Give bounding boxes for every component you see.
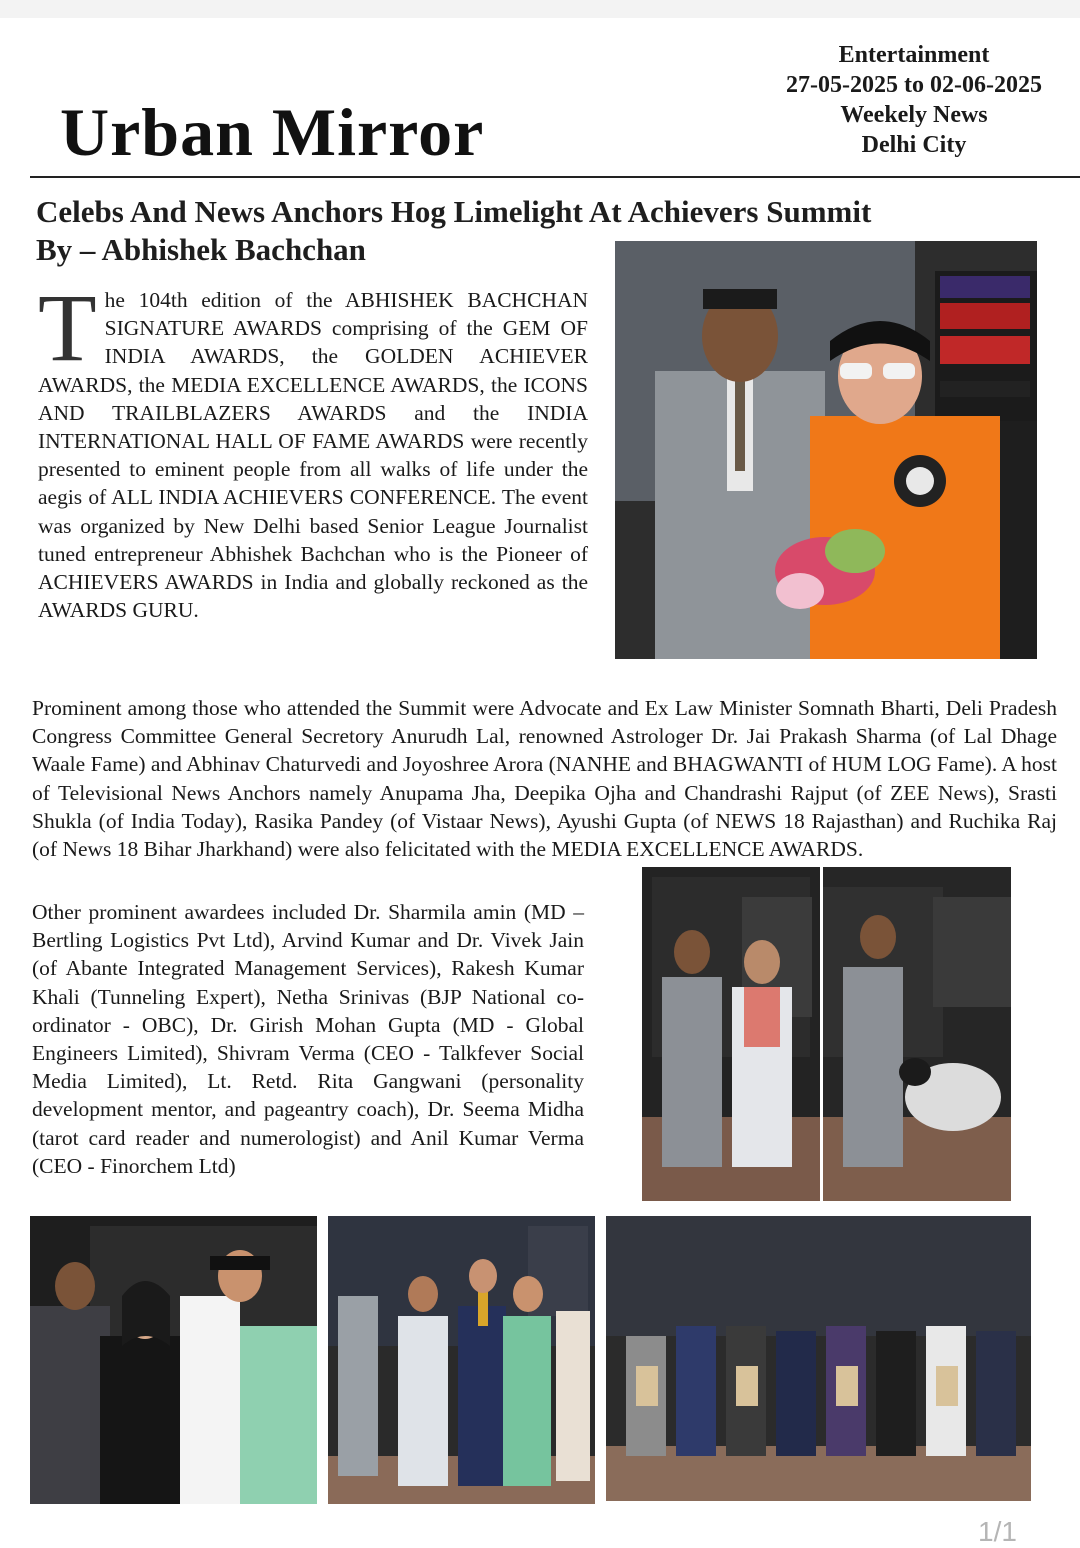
edition-info <box>760 40 1068 160</box>
photo-bouquet-image <box>615 241 1037 659</box>
photo-trophy-presentation <box>328 1216 595 1504</box>
date-range: 27-05-2025 to 02-06-2025 <box>786 72 1042 98</box>
newspaper-page <box>0 18 1080 1548</box>
article-paragraph-1 <box>38 274 588 624</box>
paragraph-1-text: he 104th edition of the ABHISHEK BACHCHAN SIGNATURE AWARDS comprising of the GEM OF INDIA AWARDS, the GOLDEN ACHIEVER AWARDS, the MEDIA EXCELLENCE AWARDS, the ICONS AND TRAILBLAZERS AWARDS and the INDIA INTERNATIONAL HALL OF FAME AWARDS were recently presented to eminent people from all walks of life under the aegis of ALL INDIA ACHIEVERS CONFERENCE. The event was organized by New Delhi based Senior League Journalist tuned entrepreneur Abhishek Bachchan who is the Pioneer of ACHIEVERS AWARDS in India and globally reckoned as the AWARDS GURU. <box>38 288 588 623</box>
photo-shawl-ceremony <box>30 1216 317 1504</box>
section-label: Entertainment <box>838 42 990 68</box>
photo-awardees-group-image <box>606 1216 1031 1501</box>
page-indicator: 1/1 <box>978 1516 1017 1547</box>
photo-respect-gesture-image <box>823 867 1011 1201</box>
frequency-label: Weekely News <box>840 102 988 128</box>
photo-two-guests <box>642 867 820 1201</box>
masthead: Urban Mirror <box>60 94 485 170</box>
photo-trophy-presentation-image <box>328 1216 595 1504</box>
article-headline: Celebs And News Anchors Hog Limelight At Achievers Summit <box>36 194 872 229</box>
drop-cap: T <box>38 274 97 381</box>
masthead-divider <box>30 176 1080 178</box>
photo-two-guests-image <box>642 867 820 1201</box>
city-label: Delhi City <box>861 132 967 158</box>
photo-bouquet-presentation <box>615 241 1037 659</box>
article-byline: By – Abhishek Bachchan <box>36 232 366 267</box>
photo-awardees-group <box>606 1216 1031 1501</box>
article-paragraph-2: Prominent among those who attended the Summit were Advocate and Ex Law Minister Somnath Bharti, Deli Pradesh Congress Committee General Secretory Anurudh Lal, renowned Astrologer Dr. Jai Prakash Sharma (of Lal Dhage Waale Fame) and Abhinav Chaturvedi and Joyoshree Arora (NANHE and BHAGWANTI of HUM LOG Fame). A host of Televisional News Anchors namely Anupama Jha, Deepika Ojha and Chandrashi Rajput (of ZEE News), Srasti Shukla (of India Today), Rasika Pandey (of Vistaar News), Ayushi Gupta (of NEWS 18 Rajasthan) and Ruchika Raj (of News 18 Bihar Jharkhand) were also felicitated with the MEDIA EXCELLENCE AWARDS. <box>32 696 1057 862</box>
photo-respect-gesture <box>823 867 1011 1201</box>
article-paragraph-3: Other prominent awardees included Dr. Sharmila amin (MD – Bertling Logistics Pvt Ltd), Arvind Kumar and Dr. Vivek Jain (of Abante Integrated Management Services), Rakesh Kumar Khali (Tunneling Expert), Netha Srinivas (BJP National co-ordinator - OBC), Dr. Girish Mohan Gupta (MD - Global Engineers Limited), Shivram Verma (CEO - Talkfever Social Media Limited), Lt. Retd. Rita Gangwani (personality development mentor, and pageantry coach), Dr. Seema Midha (tarot card reader and numerologist) and Anil Kumar Verma (CEO - Finorchem Ltd) <box>32 900 584 1178</box>
photo-shawl-ceremony-image <box>30 1216 317 1504</box>
